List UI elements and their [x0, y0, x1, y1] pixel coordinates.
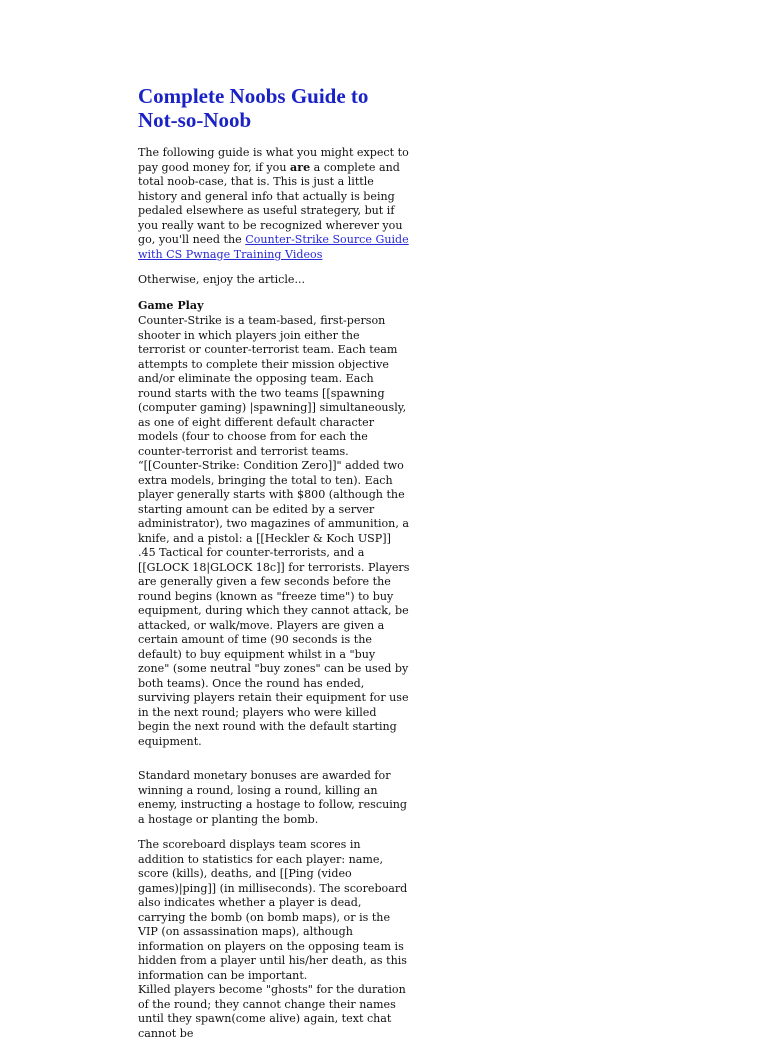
article-title: Complete Noobs Guide to Not-so-Noob	[138, 84, 369, 132]
intro-text-start: The following guide is what you might expect to pay good money for, if you	[138, 146, 409, 174]
intro-paragraph	[138, 146, 410, 262]
game-play-section	[138, 299, 410, 750]
article-body	[138, 84, 410, 1041]
intro-bold-word: are	[290, 160, 311, 174]
intro-text-end: a complete and total noob-case, that is. This is just a little history and general info that actually is being pedaled elsewhere as useful strategery, but if you really want to be recognized wherever you go, you'll need the	[138, 160, 403, 246]
scoreboard-paragraph: The scoreboard displays team scores in addition to statistics for each player: name, score (kills), deaths, and [[Ping (video games)|ping]] (in milliseconds). The scoreboard also indicates whether a player is dead, carrying the bomb (on bomb maps), or is the VIP (on assassination maps), although information on players on the opposing team is hidden from a player until his/her death, as this information can be important.	[138, 838, 408, 982]
game-play-text: Counter-Strike is a team-based, first-person shooter in which players join either the terrorist or counter-terrorist team. Each team attempts to complete their mission objective and/or eliminate the opposing team. Each round starts with the two teams [[spawning (computer gaming) |spawning]] simultaneously, as one of eight different default character models (four to choose from for each the counter-terrorist and terrorist teams. “[[Counter-Strike: Condition Zero]]" added two extra models, bringing the total to ten). Each player generally starts with $800 (although the starting amount can be edited by a server administrator), two magazines of ammunition, a knife, and a pistol: a [[Heckler & Koch USP]] .45 Tactical for counter-terrorists, and a [[GLOCK 18|GLOCK 18c]] for terrorists. Players are generally given a few seconds before the round begins (known as "freeze time") to buy equipment, during which they cannot attack, be attacked, or walk/move. Players are given a certain amount of time (90 seconds is the default) to buy equipment whilst in a "buy zone" (some neutral "buy zones" can be used by both teams). Once the round has ended, surviving players retain their equipment for use in the next round; players who were killed begin the next round with the default starting equipment.	[138, 314, 410, 748]
otherwise-paragraph: Otherwise, enjoy the article...	[138, 273, 306, 286]
ghosts-paragraph: Killed players become "ghosts" for the duration of the round; they cannot change their names until they spawn(come alive) again, text chat cannot be	[138, 983, 406, 1040]
bonuses-paragraph: Standard monetary bonuses are awarded for winning a round, losing a round, killing an enemy, instructing a hostage to follow, rescuing a hostage or planting the bomb.	[138, 769, 408, 826]
guide-link[interactable]: Counter-Strike Source Guide with CS Pwnage Training Videos	[138, 233, 409, 261]
game-play-heading: Game Play	[138, 298, 204, 312]
